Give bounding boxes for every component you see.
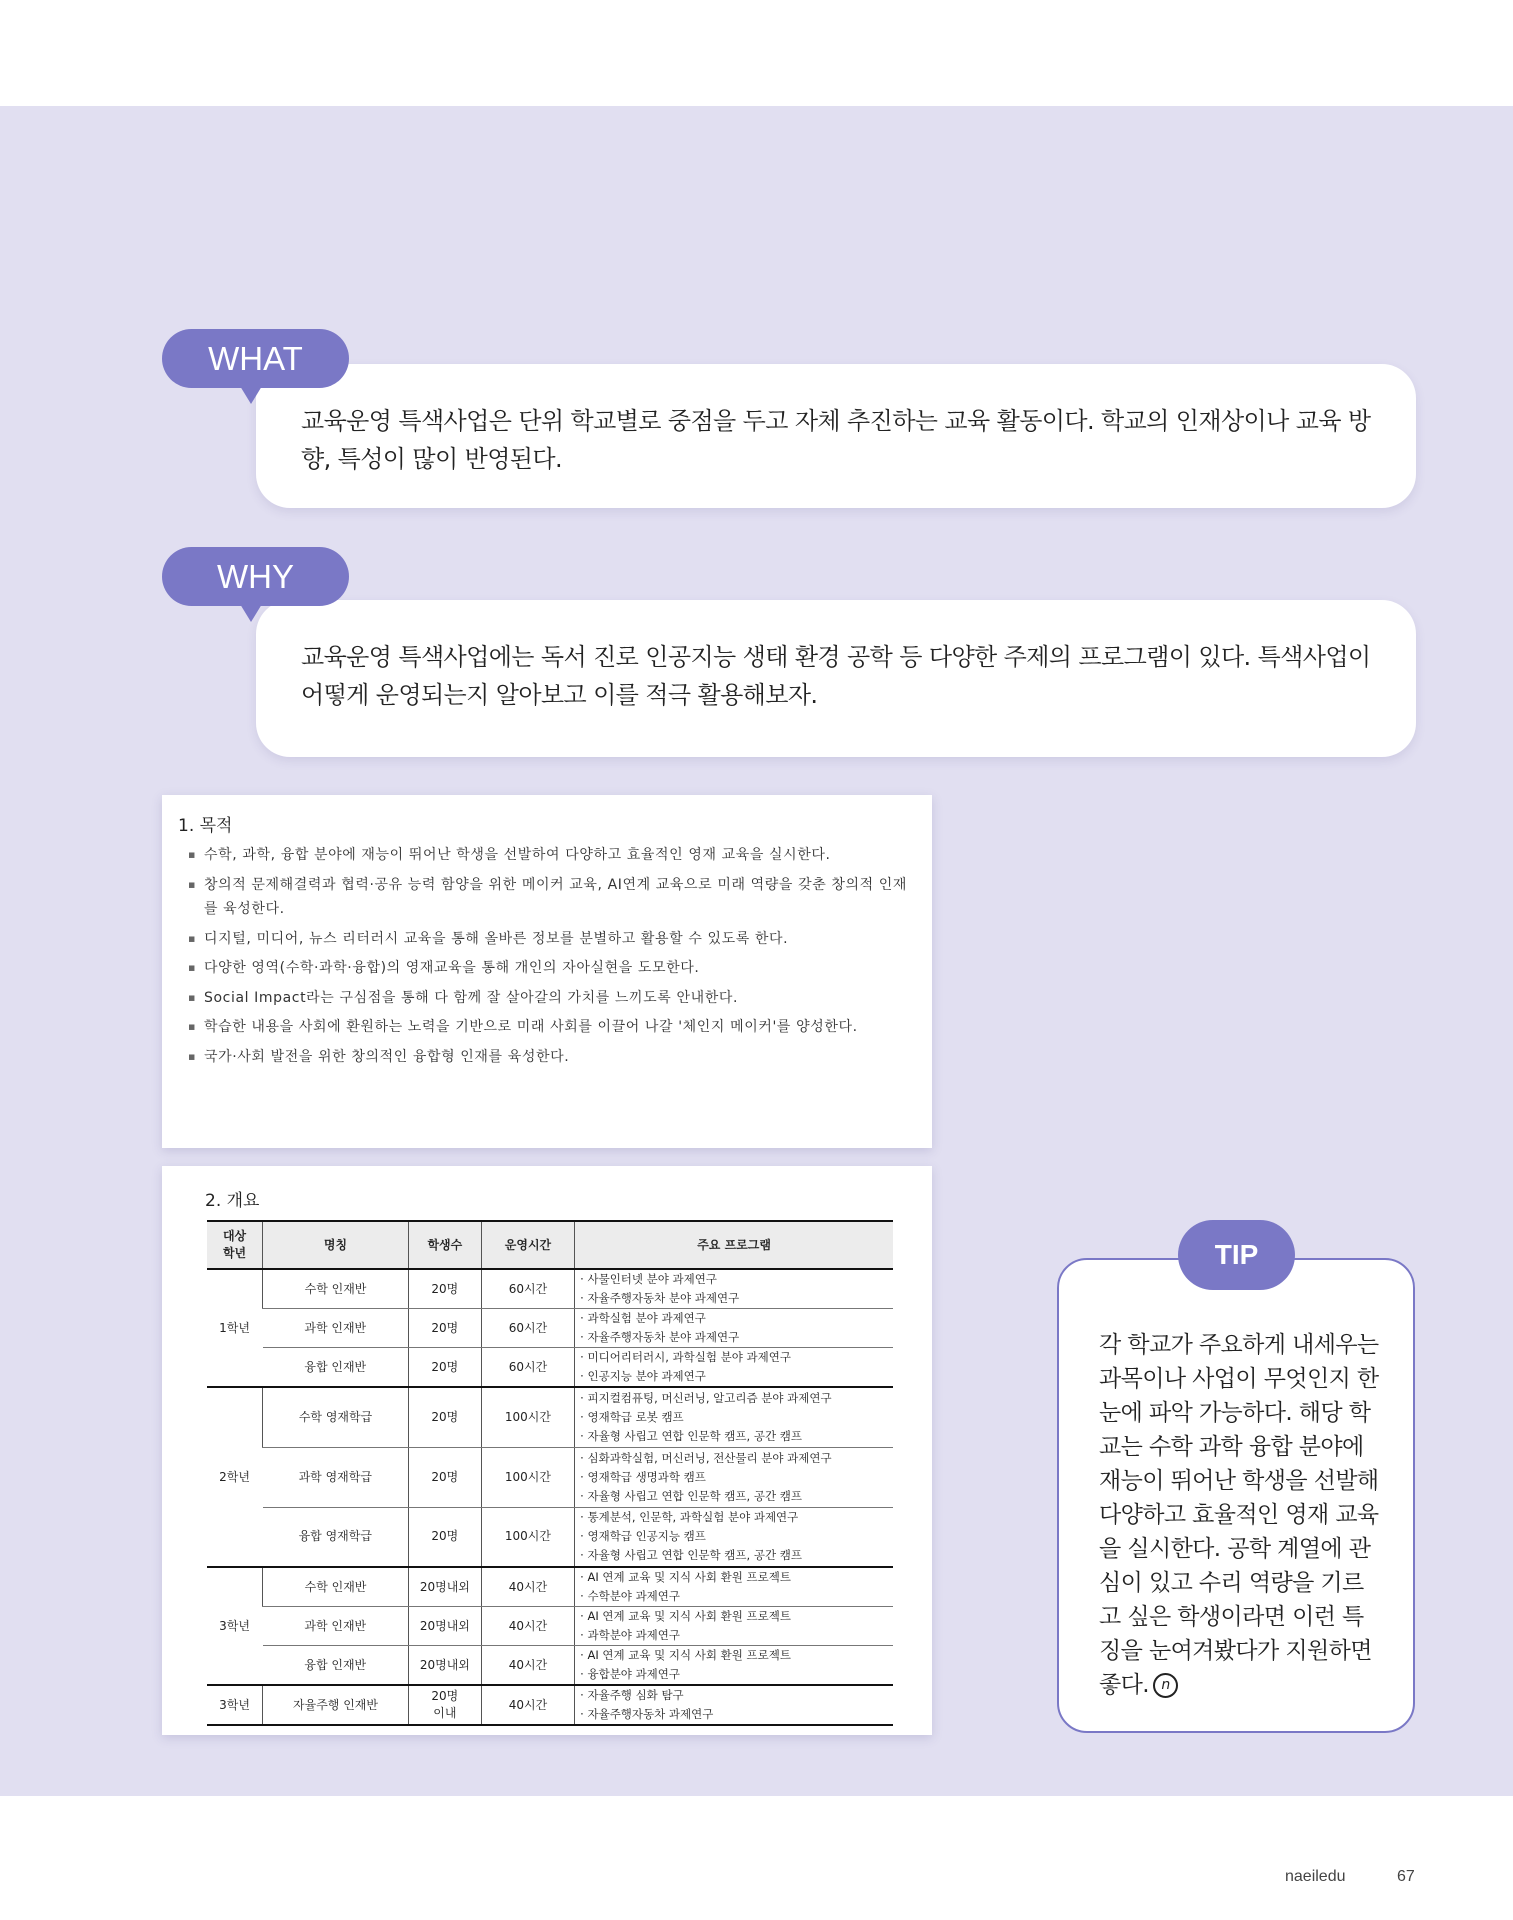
hours-cell: 100시간 [481,1447,574,1507]
hours-cell: 100시간 [481,1507,574,1567]
class-name-cell: 수학 영재학급 [263,1387,409,1447]
program-line: · 자율형 사립고 연합 인문학 캠프, 공간 캠프 [580,1488,802,1503]
students-cell: 20명내외 [408,1607,481,1646]
students-cell: 20명내외 [408,1567,481,1607]
what-label-tail [240,386,262,404]
tip-box [1057,1258,1415,1733]
table-row [207,1309,893,1348]
why-label-tail [240,604,262,622]
grade-cell: 1학년 [207,1269,263,1387]
programs-cell [575,1607,893,1646]
programs-cell [575,1309,893,1348]
programs-cell [575,1447,893,1507]
why-label-text: WHY [217,558,294,595]
program-line: · AI 연계 교육 및 지식 사회 환원 프로젝트 [580,1570,791,1584]
students-cell: 20명 [408,1387,481,1447]
program-line: · 자율주행자동차 분야 과제연구 [580,1330,740,1344]
students-cell: 20명 [408,1269,481,1309]
students-cell: 20명 [408,1447,481,1507]
program-line: · 자율형 사립고 연합 인문학 캠프, 공간 캠프 [580,1548,802,1563]
class-name-cell: 수학 인재반 [263,1567,409,1607]
students-cell: 20명내외 [408,1646,481,1686]
table-row [207,1447,893,1507]
purpose-item: ▪ 디지털, 미디어, 뉴스 리터러시 교육을 통해 올바른 정보를 분별하고 활용할 수 있도록 한다. [188,927,918,952]
program-line: · 자율주행자동차 분야 과제연구 [580,1291,740,1305]
students-cell: 20명 이내 [408,1685,481,1725]
why-label [162,547,349,606]
table-row [207,1607,893,1646]
footer-brand: naeiledu [1285,1868,1346,1885]
program-line: · AI 연계 교육 및 지식 사회 환원 프로젝트 [580,1609,791,1623]
tip-label: TIP [1178,1220,1295,1290]
table-row [207,1269,893,1309]
program-line: · 통계분석, 인문학, 과학실험 분야 과제연구 [580,1510,799,1525]
program-line: · AI 연계 교육 및 지식 사회 환원 프로젝트 [580,1648,791,1662]
purpose-item: ▪ 수학, 과학, 융합 분야에 재능이 뛰어난 학생을 선발하여 다양하고 효율적인 영재 교육을 실시한다. [188,843,918,868]
table-row [207,1387,893,1447]
programs-cell [575,1269,893,1309]
table-row [207,1567,893,1607]
programs-cell [575,1646,893,1686]
class-name-cell: 융합 인재반 [263,1646,409,1686]
class-name-cell: 수학 인재반 [263,1269,409,1309]
program-line: · 미디어리터러시, 과학실험 분야 과제연구 [580,1350,791,1364]
purpose-list [188,843,918,1074]
purpose-heading: 1. 목적 [178,816,233,836]
overview-document [162,1166,932,1735]
students-cell: 20명 [408,1348,481,1388]
hours-cell: 40시간 [481,1646,574,1686]
end-mark-icon: n [1153,1673,1178,1698]
students-cell: 20명 [408,1507,481,1567]
what-label-text: WHAT [208,340,303,377]
programs-cell [575,1507,893,1567]
class-name-cell: 과학 영재학급 [263,1447,409,1507]
purpose-document [162,795,932,1148]
program-line: · 과학분야 과제연구 [580,1628,681,1642]
class-name-cell: 과학 인재반 [263,1607,409,1646]
grade-cell: 3학년 [207,1685,263,1725]
table-row [207,1507,893,1567]
what-text: 교육운영 특색사업은 단위 학교별로 중점을 두고 자체 추진하는 교육 활동이다. 학교의 인재상이나 교육 방향, 특성이 많이 반영된다. [301,407,1371,473]
program-line: · 영재학급 생명과학 캠프 [580,1469,706,1484]
program-line: · 자율주행 심화 탐구 [580,1688,684,1702]
table-row [207,1685,893,1725]
hours-cell: 60시간 [481,1348,574,1388]
overview-heading: 2. 개요 [205,1191,260,1211]
purpose-item: ▪ 국가·사회 발전을 위한 창의적인 융합형 인재를 육성한다. [188,1045,918,1070]
table-header-row [207,1221,893,1269]
program-line: · 자율형 사립고 연합 인문학 캠프, 공간 캠프 [580,1428,802,1443]
what-label [162,329,349,388]
programs-cell [575,1685,893,1725]
class-name-cell: 융합 인재반 [263,1348,409,1388]
hours-cell: 40시간 [481,1567,574,1607]
overview-table [207,1220,893,1726]
header-grade: 대상 학년 [207,1221,263,1269]
hours-cell: 100시간 [481,1387,574,1447]
grade-cell: 2학년 [207,1387,263,1567]
page-number: 67 [1397,1868,1415,1885]
program-line: · 피지컬컴퓨팅, 머신러닝, 알고리즘 분야 과제연구 [580,1390,832,1405]
table-row [207,1348,893,1388]
program-line: · 과학실험 분야 과제연구 [580,1311,706,1325]
tip-text: 각 학교가 주요하게 내세우는 과목이나 사업이 무엇인지 한눈에 파악 가능하다. 해당 학교는 수학 과학 융합 분야에 재능이 뛰어난 학생을 선발해 다양하고 효율적인 영재 교육을 실시한다. 공학 계열에 관심이 있고 수리 역량을 기르고 싶은 학생이라면 이런 특징을 눈여겨봤다가 지원하면 좋다. [1099,1332,1379,1698]
program-line: · 자율주행자동차 과제연구 [580,1707,714,1721]
students-cell: 20명 [408,1309,481,1348]
purpose-item: ▪ 창의적 문제해결력과 협력·공유 능력 함양을 위한 메이커 교육, AI연계 교육으로 미래 역량을 갖춘 창의적 인재를 육성한다. [188,873,918,922]
header-name: 명칭 [263,1221,409,1269]
program-line: · 수학분야 과제연구 [580,1589,681,1603]
table-row [207,1646,893,1686]
what-bubble [256,364,1416,508]
program-line: · 사물인터넷 분야 과제연구 [580,1272,717,1286]
programs-cell [575,1567,893,1607]
program-line: · 인공지능 분야 과제연구 [580,1369,706,1383]
program-line: · 융합분야 과제연구 [580,1667,681,1681]
programs-cell [575,1348,893,1388]
hours-cell: 40시간 [481,1685,574,1725]
header-students: 학생수 [408,1221,481,1269]
purpose-item: ▪ 학습한 내용을 사회에 환원하는 노력을 기반으로 미래 사회를 이끌어 나갈 '체인지 메이커'를 양성한다. [188,1015,918,1040]
header-hours: 운영시간 [481,1221,574,1269]
hours-cell: 40시간 [481,1607,574,1646]
class-name-cell: 과학 인재반 [263,1309,409,1348]
purpose-item: ▪ Social Impact라는 구심점을 통해 다 함께 잘 살아갈의 가치를 느끼도록 안내한다. [188,986,918,1011]
program-line: · 영재학급 로봇 캠프 [580,1409,684,1424]
class-name-cell: 자율주행 인재반 [263,1685,409,1725]
program-line: · 영재학급 인공지능 캠프 [580,1529,706,1544]
why-text: 교육운영 특색사업에는 독서 진로 인공지능 생태 환경 공학 등 다양한 주제의 프로그램이 있다. 특색사업이 어떻게 운영되는지 알아보고 이를 적극 활용해보자. [301,643,1371,709]
grade-cell: 3학년 [207,1567,263,1685]
purpose-item: ▪ 다양한 영역(수학·과학·융합)의 영재교육을 통해 개인의 자아실현을 도모한다. [188,956,918,981]
hours-cell: 60시간 [481,1309,574,1348]
hours-cell: 60시간 [481,1269,574,1309]
header-programs: 주요 프로그램 [575,1221,893,1269]
program-line: · 심화과학실험, 머신러닝, 전산물리 분야 과제연구 [580,1450,832,1465]
why-bubble [256,600,1416,757]
tip-paragraph [1099,1328,1383,1702]
programs-cell [575,1387,893,1447]
class-name-cell: 융합 영재학급 [263,1507,409,1567]
